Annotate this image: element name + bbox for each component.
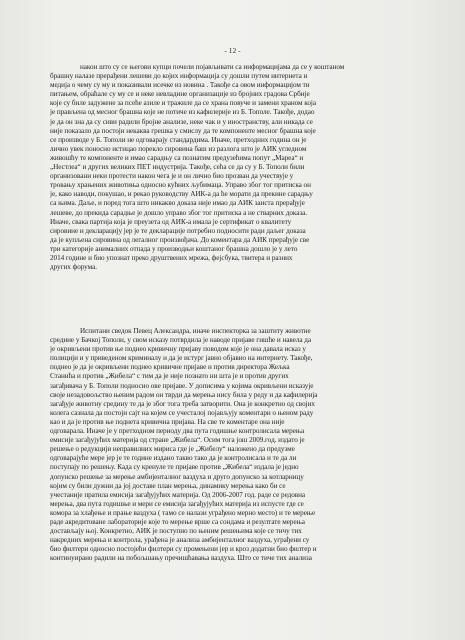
- text-line: накредних мерења и контрола, урађена је анализа амбијенталног ваздуха, уграђени су: [50, 536, 310, 545]
- text-line: средине у Бачкој Тополи, у свом исказу потврдила је наводе пријаве гишће и навела да: [50, 336, 312, 345]
- text-line: је прављена од месног брашна које не потиче из кафилерије из Б. Тополе. Такође, додао: [50, 108, 315, 117]
- text-line: тровању храњених животиња односно кућних љубимаца. Управо због тог притиска он: [50, 181, 311, 190]
- text-line: живошћу те компоненте и имао сарадњу са познатим предузећима попут „Мареа“ и: [50, 153, 304, 162]
- text-line: брашну налазе прерађени лешеви до којих информација су дошли путем интернета и: [50, 72, 308, 81]
- text-line: раде акредитоване лабораторије које то мерење врше са сондама и резултате мерења: [50, 517, 305, 526]
- text-line: којим су били дужни да јој доставе план мерења, динамику мерења како би се: [50, 481, 286, 490]
- text-line: загађује животну средину те да је због тога треба затворити. Она је конкретно од својих: [50, 399, 315, 408]
- text-line: мерења, два пута годишње и мери се емисија загађујућих материја из испусте где се: [50, 499, 304, 508]
- text-line: своје незадовољство њеним радом он тврди да мерења нису била у реду и да кафилерија: [50, 390, 318, 399]
- text-line: био филтери односно постојећи филтери су промењени јер и кроз додатни био филтер и: [50, 545, 317, 554]
- text-line: као и да је против ње поднета кривична пријава. На све те коментаре она није: [50, 417, 285, 426]
- text-line: питањем, обраћале су му се и неке невладине организације из бројних градова Србије: [50, 90, 310, 99]
- text-line: одговарала. Иначе је у претходном периоду два пута годишње контролисала мерења: [50, 427, 305, 436]
- text-line: учестаније пратила емисија загађујућих материја. Од 2006-2007 год. раде се редовна: [50, 490, 306, 499]
- paragraph-2: [50, 327, 426, 563]
- text-line: решење о редукцији неправилних мириса где је „Жибелу“ наложено да предузме: [50, 445, 295, 454]
- page-number: - 12 -: [224, 46, 241, 55]
- text-line: поступају по решењу. Када су кренуле те пријаве против „Жибела“ издала је једно: [50, 463, 299, 472]
- text-line: континуирано радили на побољшању пречишћавања ваздуха. Што се тиче тих анализа: [50, 554, 312, 563]
- text-line: других форума.: [50, 263, 97, 272]
- text-line: лично увек поносно истицао порекло сировина баш из разлога што је АИК угледном: [50, 144, 307, 153]
- text-line: је да он зна да су сиви радили бројне анализе, неке чак и у иностранству, али никада се: [50, 117, 313, 126]
- text-line: допунско решење за мерење амбијенталног ваздуха и друго допунско за котларницу: [50, 472, 304, 481]
- text-line: је окривљени против ње поднео кривичну пријаву поводом које је она давала исказ у: [50, 345, 306, 354]
- text-line: да је купљена сировина од легалног произвођача. До коментара да АИК прерађује све: [50, 235, 310, 244]
- text-line: три категорије анималних отпада у производњи коштаног брашна дошло је у лето: [50, 244, 298, 253]
- text-line: „Нестлеа“ и других великих ПЕТ индустрија. Такође, сећа се да су у Б. Тополи били: [50, 163, 305, 172]
- text-line: достављају њој. Конкретно, АИК је поступио по њеним решењима које се тичу тих: [50, 527, 302, 536]
- text-line: Испитани сведок Певец Александра, иначе инспекторка за заштиту животне: [80, 327, 311, 335]
- text-line: које су биле задужене за псеће азиле и тражиле да се храна повуче и замени храном која: [50, 99, 316, 108]
- text-line: лешеве, до прекида сарадње је дошло управо због тог притиска а не стварних доказа.: [50, 208, 308, 217]
- text-line: полицији и у приведеном криминалу и да је истург јавно објавио на интернету. Такође,: [50, 354, 313, 363]
- text-line: емисије загађујућих материја од стране „Жибела“. Осим тога још 2009.год. издато је: [50, 436, 305, 445]
- text-line: није показало да постоји некаква грешка у смислу да те компоненте месног брашна које: [50, 126, 316, 135]
- text-line: одговарајуће мере јер је те године издано такво тако да је контролисала и те да ли: [50, 454, 297, 463]
- text-line: сировине и декларацију јер је те декларације потребно подносити ради даљег доказа: [50, 226, 306, 235]
- text-line: поднео је да је окривљени поднео кривичне пријаве и против директора Жељка: [50, 363, 290, 372]
- text-line: медија о чему су му и показивали исечке из новина . Такође са овом информацијом ти: [50, 81, 310, 90]
- text-line: је, како наводи, покушао, и рекао руководству АИК-а да ће морати да прекине сарадњу: [50, 190, 313, 199]
- paragraph-1: [50, 63, 426, 272]
- text-line: се производе у Б. Тополи не одговарају стандардима. Иначе, претходних година он је: [50, 135, 307, 144]
- text-line: са њима. Даље, и поред тога што никакво доказа није имао да АИК заиста прерађује: [50, 199, 305, 208]
- text-line: након што су се његови купци почели појављивати са информацијама да се у коштаном: [80, 63, 345, 71]
- text-line: организовани неки протести након чега је и он лично био прозван да учествује у: [50, 172, 294, 181]
- text-line: комора за хлађење и прање ваздуха ( тамо се налази уграђено мерно место) и те мерење: [50, 508, 316, 517]
- text-line: Станића и против „Жибела“ с тим да је није познато ни шта је и против других: [50, 372, 289, 381]
- text-line: 2014 године и био упознат преко друштвених мрежа, фејсбука, твитера и разних: [50, 253, 293, 262]
- text-line: загађивача у Б. Тополи подносио ове пријаве. У дописима у којима окривљени исказује: [50, 381, 314, 390]
- text-line: Иначе, свака партија која је преузета од АИК-а имала је сертификат о квалитету: [50, 217, 292, 226]
- text-line: колега сазнала да постоји сајт на којем се учесталој појављују коментари о њеном раду: [50, 408, 314, 417]
